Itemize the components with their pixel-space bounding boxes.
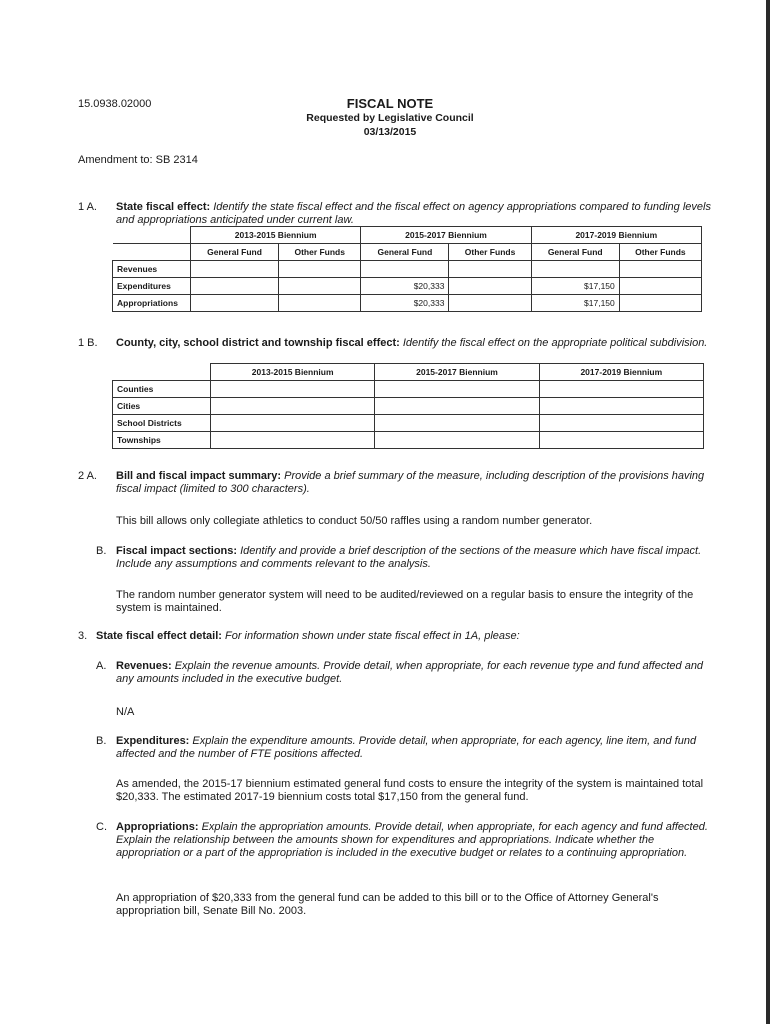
section-instruction: Explain the expenditure amounts. Provide detail, when appropriate, for each agency, line item, and fund affected and the number of FTE positions affected. [116,735,697,760]
section-number: 1 B. [78,337,98,349]
section-number: 2 A. [78,470,97,482]
table-cell [375,432,539,449]
table-cell [211,381,375,398]
row-label: Cities [113,398,211,415]
table-row [113,278,702,295]
table-cell [375,398,539,415]
biennium-header: 2013-2015 Biennium [191,227,361,244]
biennium-header: 2017-2019 Biennium [539,364,703,381]
row-label: Townships [113,432,211,449]
row-label: Appropriations [113,295,191,312]
section-label: Fiscal impact sections: [116,545,238,557]
requested-by: Requested by Legislative Council [306,112,474,124]
table-cell [361,261,449,278]
table-row [113,295,702,312]
bill-number: 15.0938.02000 [78,98,152,110]
table-cell [539,381,703,398]
row-label: School Districts [113,415,211,432]
table-cell [619,295,701,312]
table-row [113,398,704,415]
section-3b [96,735,718,761]
section-instruction: Identify the state fiscal effect and the fiscal effect on agency appropriations compared to funding levels and appropriations anticipated under current law. [116,201,711,226]
section-instruction: Identify the fiscal effect on the appropriate political subdivision. [402,337,708,349]
table-cell [449,261,531,278]
summary-text: This bill allows only collegiate athletics to conduct 50/50 raffles using a random number generator. [116,515,593,527]
table-cell [619,278,701,295]
fund-header: Other Funds [619,244,701,261]
table-cell [211,398,375,415]
section-number: 1 A. [78,201,97,213]
fiscal-sections-text: The random number generator system will need to be audited/reviewed on a regular basis to ensure the integrity of the system is maintained. [116,589,694,614]
fund-header: General Fund [361,244,449,261]
section-number: B. [96,735,107,747]
document-title: FISCAL NOTE [346,96,434,111]
table-cell [449,295,531,312]
table-cell [279,261,361,278]
local-fiscal-table [112,363,704,449]
fund-header: Other Funds [449,244,531,261]
amendment-line: Amendment to: SB 2314 [78,154,198,166]
corner-cell [113,364,211,381]
section-2a [78,470,718,496]
section-3 [78,630,718,643]
section-label: Bill and fiscal impact summary: [116,470,282,482]
table-cell [539,432,703,449]
section-1a [78,201,718,227]
section-number: A. [96,660,107,672]
section-number: B. [96,545,107,557]
section-3c [96,821,718,860]
section-instruction: Explain the appropriation amounts. Provide detail, when appropriate, for each agency and fund affected. Explain the relationship between the amounts shown for expenditures and appropriations. Indicate whether the appropriation or a part of the appropriation is included in the executive budget or relates to a continuing appropriation. [116,821,708,859]
section-label: County, city, school district and township fiscal effect: [116,337,400,349]
scan-edge [766,0,770,1024]
table-cell [211,432,375,449]
section-label: State fiscal effect detail: [96,630,222,642]
corner-cell [113,244,191,261]
section-number: 3. [78,630,88,642]
document-date: 03/13/2015 [363,126,417,138]
biennium-header: 2015-2017 Biennium [375,364,539,381]
table-cell [279,278,361,295]
table-cell [375,381,539,398]
section-instruction: For information shown under state fiscal effect in 1A, please: [225,630,520,642]
table-cell [191,261,279,278]
table-cell [619,261,701,278]
table-cell: $20,333 [361,278,449,295]
fund-header: Other Funds [279,244,361,261]
expenditures-text: As amended, the 2015-17 biennium estimated general fund costs to ensure the integrity of the system is maintained total $20,333. The estimated 2017-19 biennium costs total $17,150 from the general fund. [116,778,704,803]
fund-header: General Fund [531,244,619,261]
table-row [113,261,702,278]
table-cell [539,398,703,415]
table-cell [539,415,703,432]
table-cell [191,278,279,295]
section-label: Appropriations: [116,821,199,833]
section-label: State fiscal effect: [116,201,211,213]
table-row [113,432,704,449]
section-label: Expenditures: [116,735,190,747]
corner-cell [113,227,191,244]
table-cell: $17,150 [531,278,619,295]
table-cell [211,415,375,432]
fund-header: General Fund [191,244,279,261]
section-instruction: Identify and provide a brief description of the sections of the measure which have fiscal impact. Include any assumptions and comments relevant to the analysis. [116,545,702,570]
table-cell: $20,333 [361,295,449,312]
section-3a [96,660,718,686]
table-cell [279,295,361,312]
section-2b [96,545,718,571]
biennium-header: 2017-2019 Biennium [531,227,701,244]
table-cell [531,261,619,278]
row-label: Counties [113,381,211,398]
section-1b [78,337,718,350]
state-fiscal-table [112,226,702,312]
table-cell: $17,150 [531,295,619,312]
table-cell [449,278,531,295]
table-cell [191,295,279,312]
row-label: Revenues [113,261,191,278]
section-number: C. [96,821,107,833]
biennium-header: 2015-2017 Biennium [361,227,531,244]
document-header [250,96,530,139]
row-label: Expenditures [113,278,191,295]
section-instruction: Provide a brief summary of the measure, including description of the provisions having fiscal impact (limited to 300 characters). [116,470,705,495]
biennium-header: 2013-2015 Biennium [211,364,375,381]
section-instruction: Explain the revenue amounts. Provide detail, when appropriate, for each revenue type and fund affected and any amounts included in the executive budget. [116,660,704,685]
section-label: Revenues: [116,660,172,672]
appropriations-text: An appropriation of $20,333 from the general fund can be added to this bill or to the Office of Attorney General's appropriation bill, Senate Bill No. 2003. [116,892,659,917]
table-row [113,381,704,398]
table-row [113,415,704,432]
table-cell [375,415,539,432]
revenues-text: N/A [116,706,135,718]
